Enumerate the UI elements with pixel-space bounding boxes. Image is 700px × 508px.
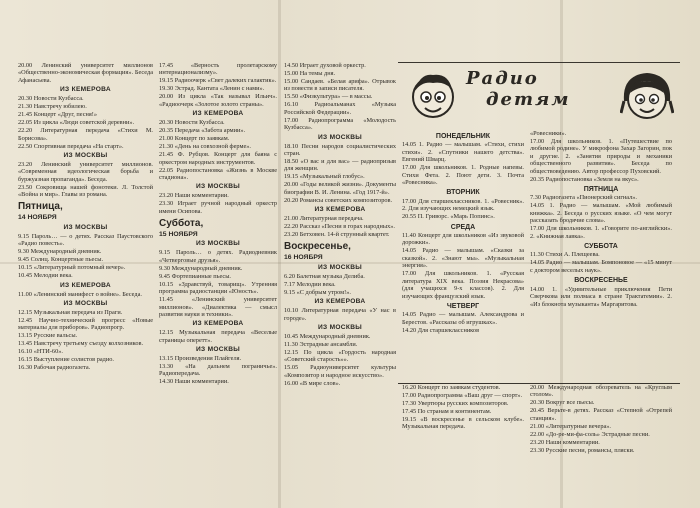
program-entry: 20.45 Верьте-в детях. Рассказ «Степной «Отрепей станция». xyxy=(530,407,672,422)
program-entry: 17.00 Для старшеклассников. 1. «Ровесник». 2. Для изучающих немецкий язык. xyxy=(402,197,524,213)
program-entry: 23.30 Русские песни, романсы, пляски. xyxy=(530,446,635,454)
program-entry: 18.10 Песни народов социалистических стран. xyxy=(284,142,396,157)
program-entry: 16.10 Радиоальманах «Музыка Российской Федерации». xyxy=(284,101,396,116)
program-entry: 14.05 1. Радио — малышам. «Стихи, стихи стихи». 2. «Спутники нашего детства». Евгений Шварц. xyxy=(402,141,524,164)
day-heading: Пятница, xyxy=(18,201,63,213)
program-entry: 17.45 По странам и континентам. xyxy=(402,408,492,415)
program-entry: 23.20 Наши комментарии. xyxy=(159,192,229,200)
station-heading: ИЗ МОСКВЫ xyxy=(317,323,363,331)
program-entry: 17.30 Увертюры русских композиторов. xyxy=(402,400,509,407)
program-entry: 20.20 Романсы советских композиторов. xyxy=(284,196,393,204)
program-entry: 11.00 «Ленинский манифест о войне». Беседа. xyxy=(18,290,142,298)
station-heading: ИЗ КЕМЕРОВА xyxy=(314,206,366,214)
schedule-column-2 xyxy=(159,62,277,508)
program-entry: 13.15 Русские вальсы. xyxy=(18,332,78,340)
program-entry: 14.05 Радио — малышам. Бомпоновое — «15 минут с доктором веселых наук». xyxy=(530,259,672,274)
weekday-heading: СРЕДА xyxy=(450,223,476,231)
program-entry: 10.45 Международный дневник. xyxy=(284,332,371,340)
station-heading: ИЗ КЕМЕРОВА xyxy=(192,110,244,118)
program-entry: 11.30 Эстрадные ансамбли. xyxy=(284,340,358,348)
program-entry: 14.00 1. «Удивительные приключения Пети Сверчкова или полмаса в стране Трактатемии». 2. «Из блокнота музыканта» Маргаритова. xyxy=(530,285,672,308)
program-entry: 12.15 По цикла «Гордость народная «Советский старость»». xyxy=(284,348,396,364)
station-heading: ИЗ МОСКВЫ xyxy=(63,151,108,159)
program-entry: 21.45 Ф. Рубцов. Концерт для баяна с оркестром народных инструментов. xyxy=(159,151,277,166)
program-entry: 17.00 Радиопрограмма «Ваш друг — спорт». xyxy=(402,392,523,399)
program-entry: 11.40 Концерт для школьников «Из звуковой дорожки». xyxy=(402,232,524,247)
program-entry: 13.15 Произведения Плайгеля. xyxy=(159,355,242,363)
program-entry: 9.15 Пароль… — о детях. Рассказ Паустовского «Радио повесть». xyxy=(18,232,153,248)
weekday-heading: ЧЕТВЕРГ xyxy=(446,302,480,310)
weekday-heading: ПЯТНИЦА xyxy=(583,186,619,194)
program-entry: «Ровесники». xyxy=(530,130,567,137)
station-heading: ИЗ МОСКВЫ xyxy=(195,183,241,191)
program-entry: 10.15 «Здравствуй, товарищ». Утренняя программа радиостанции «Юность». xyxy=(159,280,277,296)
program-entry: 20.35 Передача «Забота армии». xyxy=(159,127,246,135)
fold-line xyxy=(278,0,281,508)
program-entry: 10.15 «Литературный потомный вечер». xyxy=(18,264,126,272)
program-entry: 16.15 Выступление солистов радио. xyxy=(18,356,114,364)
program-entry: 14.30 Наши комментарии. xyxy=(159,378,229,386)
program-entry: 15.00 На темы дня. xyxy=(284,70,336,77)
station-heading: ИЗ КЕМЕРОВА xyxy=(192,320,244,328)
program-entry: 22.20 Литературная передача «Стихи М. Борисова». xyxy=(18,127,153,142)
day-heading: Суббота, xyxy=(159,218,204,230)
program-entry: 22.05 Радиопостановка «Жизнь в Москве стадиона». xyxy=(159,166,277,181)
station-heading: ИЗ КЕМЕРОВА xyxy=(314,298,366,306)
program-entry: 21.30 Навстречу юбилею. xyxy=(18,103,87,111)
program-entry: 23.50 Сокровища нашей фонотеки. Л. Толстой «Война и мир». Главы из романа. xyxy=(18,183,153,199)
program-entry: 20.00 Из цикла «Так называл Ильич». «Радиоочерк «Золотое золото страны». xyxy=(159,93,277,108)
program-entry: 12.15 Музыкальная передача «Веселые страницы оперетт». xyxy=(159,329,277,344)
program-entry: 20.35 Радиопостановка «Земля на вкус». xyxy=(530,175,639,183)
program-entry: 19.15 Радиоочерк «Свет далеких галактик». xyxy=(159,77,277,85)
kids-title-line1: Радио xyxy=(466,68,539,89)
program-entry: 20.30 Новости Кузбасса. xyxy=(18,95,84,103)
schedule-column-4 xyxy=(402,384,524,508)
program-entry: 11.30 Стихи А. Плещеева. xyxy=(530,251,600,259)
program-entry: 17.00 Для школьников. 1. «Русская литература XIX века. Поэзия Некрасова» (для учащихся 9-х классов). 2. Для изучающих французский язык. xyxy=(402,270,524,300)
program-entry: 22.50 Спортивная передача «На старт». xyxy=(18,142,124,150)
program-entry: 17.45 «Верность пролетарскому интернационализму». xyxy=(159,62,277,77)
date-heading: 15 НОЯБРЯ xyxy=(159,231,198,239)
program-entry: 15.00 Сандаев. «Белая арифа». Отрывок из повести в записи писателя. xyxy=(284,78,396,93)
boy-face-icon xyxy=(408,67,458,123)
station-heading: ИЗ МОСКВЫ xyxy=(63,223,108,231)
kids-schedule-column-1 xyxy=(402,130,524,384)
program-entry: 21.30 «День на совхозной ферме». xyxy=(159,143,251,151)
program-entry: 14.20 Для старшеклассников xyxy=(402,326,480,334)
program-entry: 12.15 Музыкальная передача из Праги. xyxy=(18,308,123,316)
program-entry: 12.45 Научно-технический прогресс «Новые материалы для приборов». Радиопрогр. xyxy=(18,316,153,332)
program-entry: 13.30 «На дальнем пограничье». Радиопередача. xyxy=(159,363,277,378)
program-entry: 18.50 «О вас и для вас» — радиопризыв для женщин. xyxy=(284,157,396,173)
program-entry: 22.20 Рассказ «Песни в горах народных». xyxy=(284,223,395,231)
station-heading: ИЗ МОСКВЫ xyxy=(195,346,241,354)
program-entry: 21.00 «Литературные вечера». xyxy=(530,422,611,430)
program-entry: 20.30 Вокруг все пьесы. xyxy=(530,399,595,407)
station-heading: ИЗ КЕМЕРОВА xyxy=(60,281,111,289)
program-entry: 16.30 Рабочая радиогазета. xyxy=(18,364,91,372)
station-heading: ИЗ МОСКВЫ xyxy=(63,299,108,307)
program-entry: 15.50 «Физкультура» — в массы. xyxy=(284,93,373,101)
date-heading: 16 НОЯБРЯ xyxy=(284,254,323,262)
schedule-column-1 xyxy=(18,62,153,508)
program-entry: 20.00 Международная обозреватель на «Круглым столом». xyxy=(530,384,672,399)
program-entry: 14.05 Радио — малышам. «Сказки за сказкой». 2. «Знают мы». «Музыкальная энергия». xyxy=(402,247,524,270)
program-entry: 23.20 Бетховен. 14-й струнный квартет. xyxy=(284,231,390,239)
program-entry: 22.05 Из цикла «Люди советской деревни». xyxy=(18,119,135,127)
program-entry: 14.50 Играет духовой оркестр. xyxy=(284,62,366,69)
schedule-column-3 xyxy=(284,62,396,508)
program-entry: 16.20 Концерт по заявкам студентов. xyxy=(402,384,501,391)
weekday-heading: ВТОРНИК xyxy=(446,189,480,197)
date-heading: 14 НОЯБРЯ xyxy=(18,214,57,222)
weekday-heading: СУББОТА xyxy=(584,243,618,251)
schedule-column-5 xyxy=(530,384,672,508)
program-entry: 14.05 1. Радио — малышам. «Мой любимый книжка». 2. Беседа о русских языке. «О чем могут рассказать бродячие слова». xyxy=(530,202,672,225)
kids-radio-header xyxy=(404,63,676,127)
program-entry: 21.00 Концерт по заявкам. xyxy=(159,135,230,143)
kids-title-line2: детям xyxy=(486,89,571,110)
program-entry: 19.15 «Музыкальный глобус». xyxy=(284,173,365,181)
program-entry: 17.00 Для школьников. 1. «Говорите по-английски». 2. «Книжная лавка». xyxy=(530,225,672,240)
program-entry: 20.55 П. Гриворс. «Марь Попинс». xyxy=(402,213,495,221)
program-entry: 9.30 Международный дневник. xyxy=(18,248,102,256)
station-heading: ИЗ МОСКВЫ xyxy=(317,263,363,271)
program-entry: 7.30 Радиогазета «Пионерский сигнал». xyxy=(530,194,637,202)
program-entry: 9.15 Пароль… о детях. Радиодневник «Четверговые друзья». xyxy=(159,249,277,264)
program-entry: 16.10 «НТИ-60». xyxy=(18,348,63,356)
program-entry: 20.00 Ленинский университет миллионов «Общественно-экономическая формация». Беседа Афанасьева. xyxy=(18,62,153,84)
program-entry: 23.30 Играет ручной народный оркестр имени Осипова. xyxy=(159,200,277,215)
program-entry: 23.20 Наши комментарии. xyxy=(530,438,600,446)
program-entry: 9.30 Международный дневник. xyxy=(159,264,243,272)
program-entry: 22.00 «До-ре-ми-фа-соль» Эстрадные песни. xyxy=(530,430,650,438)
program-entry: 20.00 «Годы великой жизни». Документы биографии В. И. Ленина. «Год 1917-й». xyxy=(284,181,396,196)
day-heading: Воскресенье, xyxy=(284,241,351,253)
program-entry: 23.20 Ленинский университет миллионов. «Современная идеологическая борьба и буржуазная пропаганда». Беседа. xyxy=(18,160,153,183)
program-entry: 6.20 Балетная музыка Делиба. xyxy=(284,272,365,280)
program-entry: 17.00 Для школьников. 1. Родные напевы. Стихи Фета. 2. Поют дети. 3. Почта «Ровесника». xyxy=(402,164,524,187)
program-entry: 21.45 Концерт «Друг, песня!» xyxy=(18,111,98,119)
program-entry: 10.45 Мелодии века. xyxy=(18,272,73,280)
weekday-heading: ВОСКРЕСЕНЬЕ xyxy=(574,277,628,285)
program-entry: 14.05 Радио — малышам. Александрова и Берестов. «Рассказы об игрушках». xyxy=(402,311,524,326)
program-entry: 16.00 «В мире слов». xyxy=(284,379,341,387)
program-entry: 20.30 Новости Кузбасса. xyxy=(159,119,225,127)
program-entry: 19.15 «В воскресенье в сельском клубе». Музыкальная передача. xyxy=(402,416,524,431)
station-heading: ИЗ МОСКВЫ xyxy=(317,133,363,141)
girl-face-icon xyxy=(620,67,674,125)
weekday-heading: ПОНЕДЕЛЬНИК xyxy=(435,133,491,140)
station-heading: ИЗ КЕМЕРОВА xyxy=(60,86,111,94)
program-entry: 7.17 Мелодии века. xyxy=(284,280,336,288)
kids-radio-title xyxy=(466,69,616,123)
program-entry: 21.00 Литературная передача. xyxy=(284,215,364,223)
program-entry: 11.45 «Ленинский университет миллионов». «Диалектика — смысл развития науки и техники». xyxy=(159,296,277,318)
program-entry: 17.00 Для школьников. 1. «Путешествие по любимой родине». У микрофона Захар Загорин, пок и другие. 2. «Занятия природы и механики общественного развития». Беседа по обществоведению. Автор профессор Пуховский. xyxy=(530,138,672,175)
program-entry: 10.10 Литературная передача «У нас в городе». xyxy=(284,307,396,322)
program-entry: 17.00 Радиопрограмма «Молодость Кузбасса». xyxy=(284,116,396,132)
program-entry: 9.45 Солнц. Концертные пьесы. xyxy=(18,256,104,264)
station-heading: ИЗ МОСКВЫ xyxy=(195,240,241,248)
kids-schedule-column-2 xyxy=(530,130,672,384)
program-entry: 9.45 Фортепианные пьесы. xyxy=(159,272,231,280)
program-entry: 9.15 «С добрым утром!». xyxy=(284,288,351,296)
program-entry: 15.05 Радиоуниверситет культуры «Композитор и народное искусство». xyxy=(284,364,396,379)
program-entry: 13.45 Навстречу третьему съезду колхозников. xyxy=(18,340,144,348)
program-entry: 19.30 Эстрад. Кантата «Ленин с нами». xyxy=(159,85,265,93)
